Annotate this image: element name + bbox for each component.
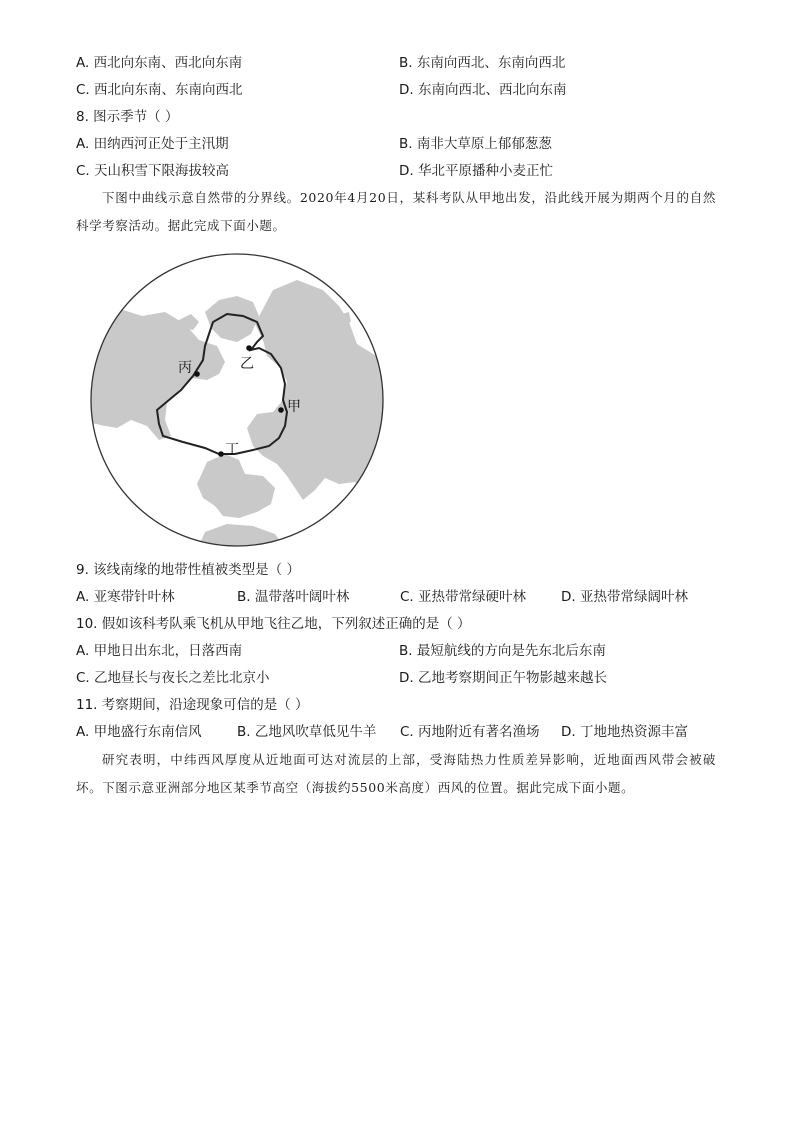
q7-option-a: A. 西北向东南、西北向东南 <box>76 55 243 71</box>
q10-option-c: C. 乙地昼长与夜长之差比北京小 <box>76 670 270 686</box>
q10-option-b: B. 最短航线的方向是先东北后东南 <box>399 643 606 659</box>
q10-stem: 10. 假如该科考队乘飞机从甲地飞往乙地，下列叙述正确的是（ ） <box>76 616 471 632</box>
q10-option-a: A. 甲地日出东北，日落西南 <box>76 643 243 659</box>
q9-stem: 9. 该线南缘的地带性植被类型是（ ） <box>76 562 300 578</box>
q8-option-d: D. 华北平原播种小麦正忙 <box>399 163 553 179</box>
q11-option-d: D. 丁地地热资源丰富 <box>561 724 688 740</box>
q8-option-b: B. 南非大草原上郁郁葱葱 <box>399 136 552 152</box>
point-jia <box>278 407 284 413</box>
q11-option-b: B. 乙地风吹草低见牛羊 <box>237 724 377 740</box>
point-bing <box>194 371 200 377</box>
q8-option-a: A. 田纳西河正处于主汛期 <box>76 136 229 152</box>
q7-option-c: C. 西北向东南、东南向西北 <box>76 82 243 98</box>
q11-option-a: A. 甲地盛行东南信风 <box>76 724 202 740</box>
label-ding: 丁 <box>225 442 239 458</box>
q9-option-d: D. 亚热带常绿阔叶林 <box>561 589 688 605</box>
q11-stem: 11. 考察期间，沿途现象可信的是（ ） <box>76 697 309 713</box>
label-yi: 乙 <box>240 356 254 372</box>
point-yi <box>246 345 252 351</box>
q9-option-a: A. 亚寒带针叶林 <box>76 589 175 605</box>
q7-option-b: B. 东南向西北、东南向西北 <box>399 55 566 71</box>
q7-option-d: D. 东南向西北、西北向东南 <box>399 82 567 98</box>
passage-westerlies: 研究表明，中纬西风厚度从近地面可达对流层的上部，受海陆热力性质差异影响，近地面西风带会被破坏。下图示意亚洲部分地区某季节高空（海拔约5500米高度）西风的位置。据此完成下面小题。 <box>76 752 716 795</box>
polar-map-figure <box>87 250 387 550</box>
q9-option-b: B. 温带落叶阔叶林 <box>237 589 350 605</box>
q11-option-c: C. 丙地附近有著名渔场 <box>400 724 540 740</box>
q9-option-c: C. 亚热带常绿硬叶林 <box>400 589 527 605</box>
point-ding <box>218 451 224 457</box>
q10-option-d: D. 乙地考察期间正午物影越来越长 <box>399 670 607 686</box>
label-jia: 甲 <box>287 399 301 415</box>
label-bing: 丙 <box>178 360 192 376</box>
q8-option-c: C. 天山积雪下限海拔较高 <box>76 163 230 179</box>
passage-natural-zone: 下图中曲线示意自然带的分界线。2020年4月20日，某科考队从甲地出发，沿此线开展为期两个月的自然科学考察活动。据此完成下面小题。 <box>76 190 716 233</box>
q8-stem: 8. 图示季节（ ） <box>76 109 179 125</box>
